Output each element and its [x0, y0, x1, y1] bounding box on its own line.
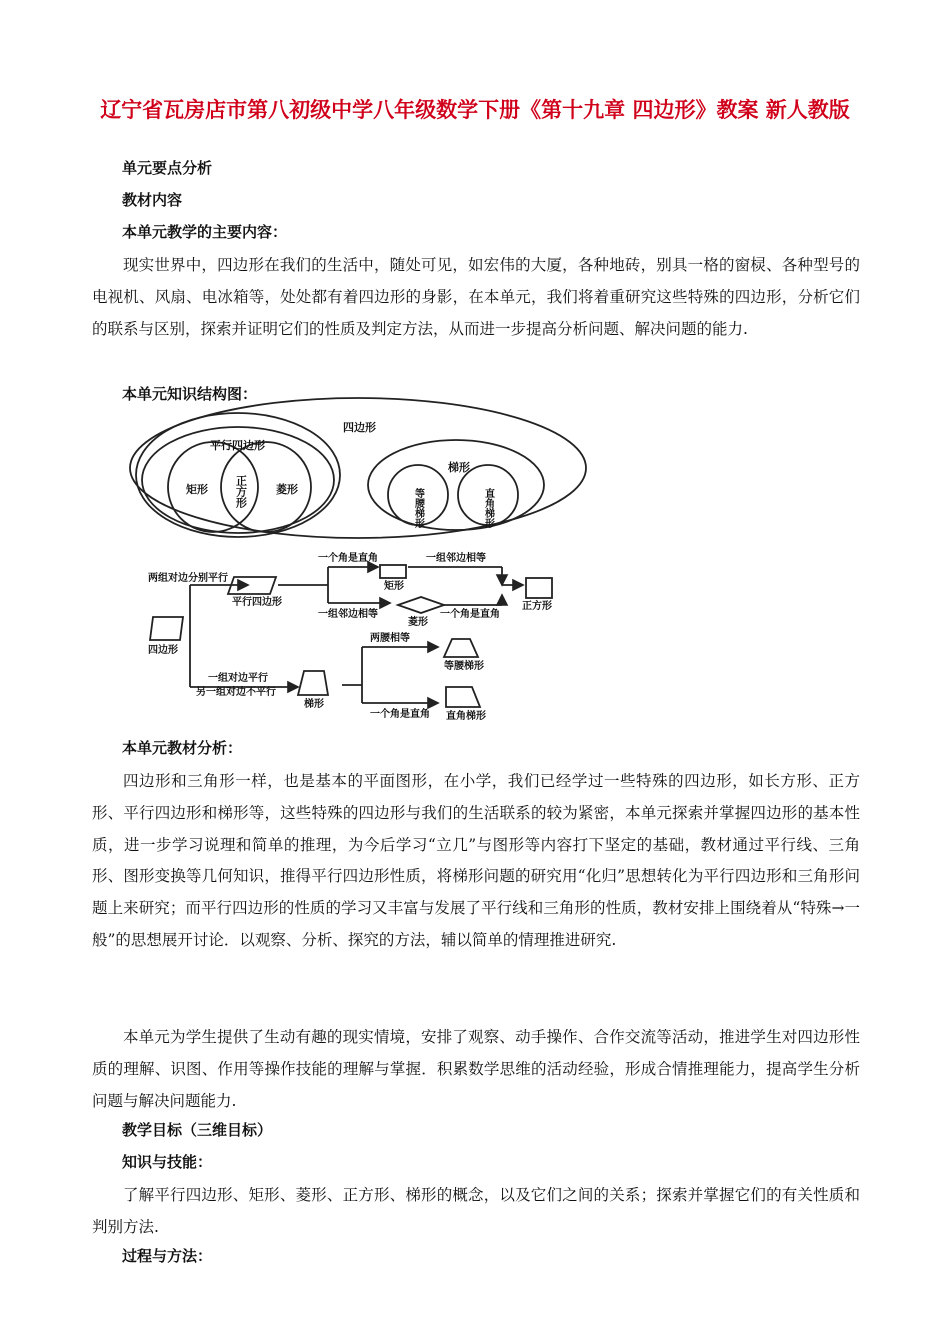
venn-isosceles-label: 等腰梯形	[412, 488, 424, 528]
flow-one-right-angle-trap: 一个角是直角	[370, 709, 430, 720]
flow-trapezoid-shape	[298, 671, 328, 695]
flow-one-right-angle-bottom: 一个角是直角	[440, 609, 500, 620]
flow-one-right-angle-top: 一个角是直角	[318, 553, 378, 564]
flow-parallelogram-label: 平行四边形	[232, 597, 282, 608]
flow-adjacent-equal-top: 一组邻边相等	[426, 553, 486, 564]
flow-other-not-parallel: 另一组对边不平行	[196, 687, 276, 698]
paragraph-main-content: 现实世界中，四边形在我们的生活中，随处可见，如宏伟的大厦，各种地砖，别具一格的窗棂、各种型号的电视机、风扇、电冰箱等，处处都有着四边形的身影，在本单元，我们将着重研究这些特殊的四边形，分析它们的联系与区别，探索并证明它们的性质及判定方法，从而进一步提高分析问题、解决问题的能力.	[92, 256, 860, 338]
heading-process: 过程与方法：	[122, 1247, 213, 1265]
flow-right-trap-label: 直角梯形	[446, 711, 486, 722]
heading-material-content: 教材内容	[122, 191, 183, 209]
flow-rhombus-label: 菱形	[408, 617, 428, 628]
venn-rectangle-label: 矩形	[186, 483, 208, 496]
flow-quad-label: 四边形	[148, 645, 178, 656]
flow-rectangle-shape	[380, 565, 406, 578]
flow-trapezoid-label: 梯形	[304, 699, 324, 710]
paragraph-analysis-1: 四边形和三角形一样，也是基本的平面图形，在小学，我们已经学过一些特殊的四边形，如长方形、正方形、平行四边形和梯形等，这些特殊的四边形与我们的生活联系的较为紧密，本单元探索并掌握四边形的基本性质，进一步学习说理和简单的推理，为今后学习“立几”与图形等内容打下坚定的基础，教材通过平行线、三角形、图形变换等几何知识，推得平行四边形性质，将梯形问题的研究用“化归”思想转化为平行四边形和三角形问题上来研究；而平行四边形的性质的学习又丰富与发展了平行线和三角形的性质，教材安排上围绕着从“特殊→一般”的思想展开讨论．以观察、分析、探究的方法，辅以简单的情理推进研究.	[92, 772, 860, 949]
venn-square-label: 正方形	[234, 475, 248, 508]
knowledge-structure-diagram	[118, 395, 598, 735]
venn-trapezoid-label: 梯形	[448, 461, 470, 474]
flow-one-pair-parallel: 一组对边平行	[208, 673, 268, 684]
venn-parallelogram-label: 平行四边形	[210, 439, 265, 452]
flow-legs-equal: 两腰相等	[370, 633, 410, 644]
flow-rhombus-shape	[398, 597, 444, 613]
venn-rhombus-label: 菱形	[276, 483, 298, 496]
flow-square-shape	[526, 578, 552, 598]
flow-quad-shape	[150, 617, 183, 640]
heading-goals: 教学目标（三维目标）	[122, 1121, 273, 1139]
heading-knowledge: 知识与技能：	[122, 1153, 213, 1171]
document-title: 辽宁省瓦房店市第八初级中学八年级数学下册《第十九章 四边形》教案 新人教版	[100, 98, 850, 122]
flow-adjacent-equal-bottom: 一组邻边相等	[318, 609, 378, 620]
heading-main-content: 本单元教学的主要内容：	[122, 223, 288, 241]
venn-trapezoid-ellipse	[368, 440, 544, 530]
venn-quadrilateral-label: 四边形	[343, 421, 376, 434]
flow-two-pairs-parallel: 两组对边分别平行	[148, 573, 228, 584]
heading-unit-analysis: 单元要点分析	[122, 159, 213, 177]
paragraph-analysis-2: 本单元为学生提供了生动有趣的现实情境，安排了观察、动手操作、合作交流等活动，推进学生对四边形性质的理解、识图、作用等操作技能的理解与掌握．积累数学思维的活动经验，形成合情推理能力，提高学生分析问题与解决问题能力.	[92, 1028, 860, 1110]
flow-right-trapezoid-shape	[446, 687, 480, 707]
heading-structure: 本单元知识结构图：	[122, 385, 258, 403]
heading-analysis: 本单元教材分析：	[122, 739, 243, 757]
flow-isosceles-label: 等腰梯形	[444, 661, 484, 672]
flow-rectangle-label: 矩形	[384, 581, 404, 592]
paragraph-knowledge: 了解平行四边形、矩形、菱形、正方形、梯形的概念，以及它们之间的关系；探索并掌握它们的有关性质和判别方法.	[92, 1186, 860, 1236]
flow-isosceles-shape	[444, 639, 478, 657]
flow-square-label: 正方形	[522, 601, 552, 612]
venn-right-trapezoid-label: 直角梯形	[482, 488, 494, 528]
